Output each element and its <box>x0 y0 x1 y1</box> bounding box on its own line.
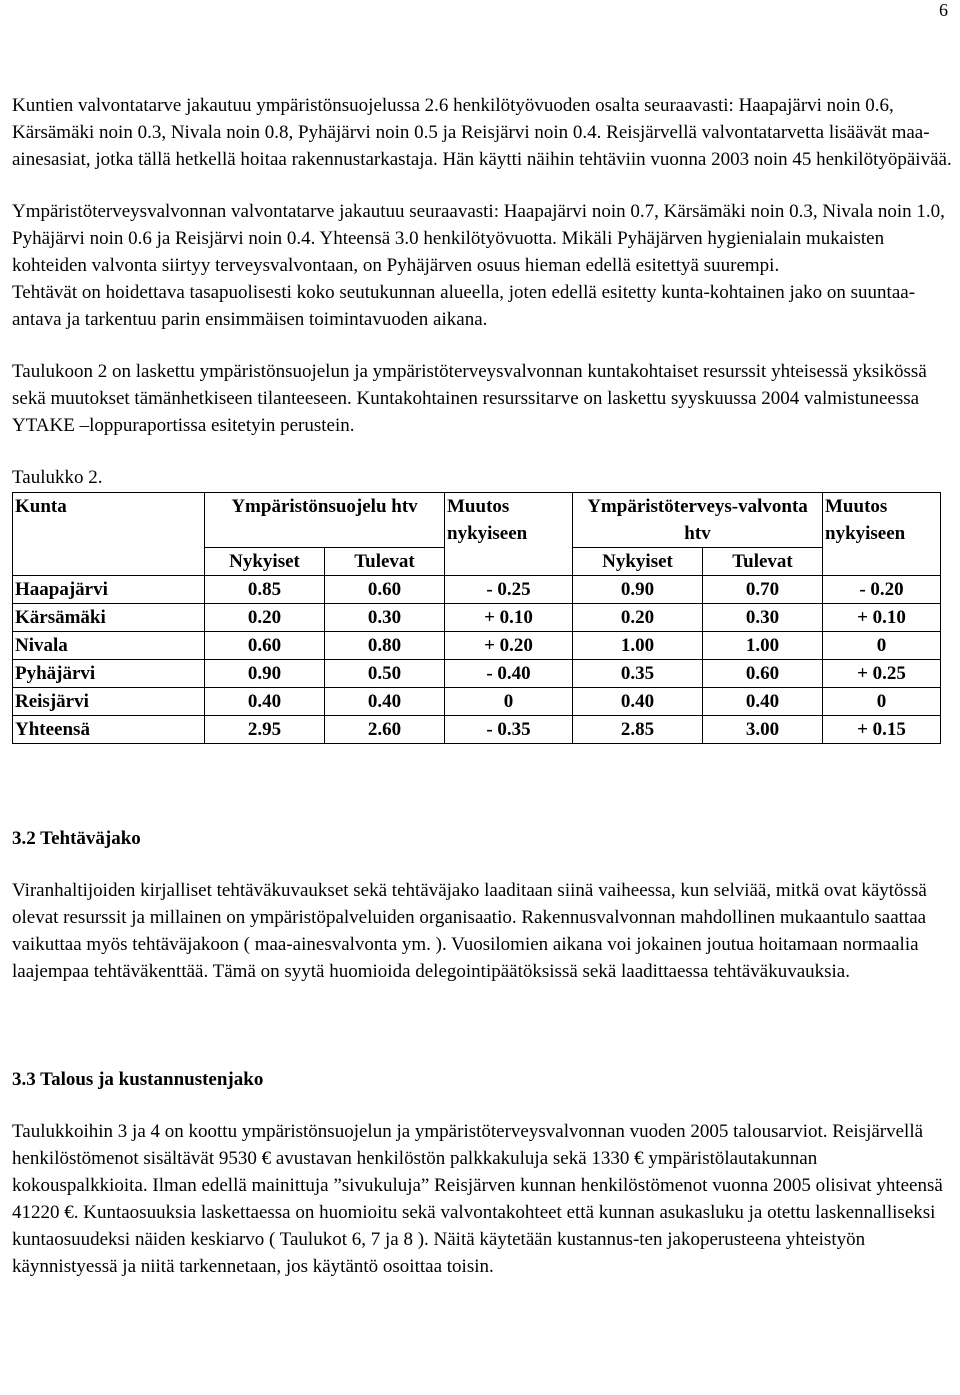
cell-env-future: 2.60 <box>325 716 445 744</box>
cell-health-future: 0.60 <box>703 660 823 688</box>
page-number: 6 <box>939 0 948 20</box>
header-muutos-2: Muutos nykyiseen <box>823 493 941 576</box>
cell-env-future: 0.80 <box>325 632 445 660</box>
table-row <box>13 576 941 604</box>
resource-table <box>12 492 941 744</box>
cell-env-future: 0.40 <box>325 688 445 716</box>
cell-health-future: 1.00 <box>703 632 823 660</box>
table-row <box>13 660 941 688</box>
cell-health-now: 2.85 <box>573 716 703 744</box>
header-ymparistonsuojelu: Ympäristönsuojelu htv <box>205 493 445 548</box>
cell-kunta: Pyhäjärvi <box>13 660 205 688</box>
cell-kunta: Yhteensä <box>13 716 205 744</box>
paragraph-tasapuolisuus: Tehtävät on hoidettava tasapuolisesti koko seutukunnan alueella, joten edellä esitetty kunta-kohtainen jako on suuntaa-antava ja tarkentuu parin ensimmäisen toimintavuoden aikana. <box>12 282 916 330</box>
cell-change2: 0 <box>823 632 941 660</box>
cell-health-future: 0.30 <box>703 604 823 632</box>
cell-kunta: Haapajärvi <box>13 576 205 604</box>
cell-env-now: 0.20 <box>205 604 325 632</box>
cell-health-future: 0.40 <box>703 688 823 716</box>
cell-health-now: 0.90 <box>573 576 703 604</box>
paragraph-valvontatarve-ymparistonsuojelu: Kuntien valvontatarve jakautuu ympäristönsuojelussa 2.6 henkilötyövuoden osalta seuraavasti: Haapajärvi noin 0.6, Kärsämäki noin 0.3, Nivala noin 0.8, Pyhäjärvi noin 0.5 ja Reisjärvi noin 0.4. Reisjärvellä valvontatarvetta lisäävät maa-ainesasiat, jotka tällä hetkellä hoitaa rakennustarkastaja. Hän käytti näihin tehtäviin vuonna 2003 noin 45 henkilötyöpäivää. <box>12 95 952 170</box>
table-row <box>13 604 941 632</box>
cell-env-future: 0.60 <box>325 576 445 604</box>
header-ymparistoterveysvalvonta: Ympäristöterveys-valvonta htv <box>573 493 823 548</box>
cell-kunta: Nivala <box>13 632 205 660</box>
header-muutos-1: Muutos nykyiseen <box>445 493 573 576</box>
cell-change2: + 0.15 <box>823 716 941 744</box>
header-env-nykyiset: Nykyiset <box>205 548 325 576</box>
cell-change1: - 0.40 <box>445 660 573 688</box>
table-row <box>13 688 941 716</box>
cell-change2: - 0.20 <box>823 576 941 604</box>
cell-health-now: 0.40 <box>573 688 703 716</box>
table-total-row <box>13 716 941 744</box>
cell-health-now: 0.35 <box>573 660 703 688</box>
paragraph-talous: Taulukkoihin 3 ja 4 on koottu ympäristönsuojelun ja ympäristöterveysvalvonnan vuoden 2005 talousarviot. Reisjärvellä henkilöstömenot sisältävät 9530 € avustavan henkilöstön palkkakuluja sekä 1330 € ympäristölautakunnan kokouspalkkioita. Ilman edellä mainittuja ”sivukuluja” Reisjärven kunnan henkilöstömenot vuonna 2005 olisivat yhteensä 41220 €. Kuntaosuuksia laskettaessa on huomioitu sekä valvontakohteet että kunnan asukasluku ja otettu laskennalliseksi kuntaosuudeksi näiden keskiarvo ( Taulukot 6, 7 ja 8 ). Näitä käytetään kustannus-ten jakoperusteena yhteistyön käynnistyessä ja niitä tarkennetaan, jos käytäntö osoittaa toisin. <box>12 1121 943 1277</box>
cell-change2: 0 <box>823 688 941 716</box>
cell-kunta: Kärsämäki <box>13 604 205 632</box>
table-row <box>13 632 941 660</box>
cell-env-now: 0.85 <box>205 576 325 604</box>
cell-change1: - 0.35 <box>445 716 573 744</box>
header-env-tulevat: Tulevat <box>325 548 445 576</box>
cell-change1: + 0.20 <box>445 632 573 660</box>
section-heading-tehtavajako: 3.2 Tehtäväjako <box>12 828 141 849</box>
section-heading-talous: 3.3 Talous ja kustannustenjako <box>12 1069 264 1090</box>
cell-health-future: 3.00 <box>703 716 823 744</box>
cell-health-now: 0.20 <box>573 604 703 632</box>
header-health-nykyiset: Nykyiset <box>573 548 703 576</box>
paragraph-taulukko-intro: Taulukoon 2 on laskettu ympäristönsuojelun ja ympäristöterveysvalvonnan kuntakohtaiset resurssit yhteisessä yksikössä sekä muutokset tämänhetkiseen tilanteeseen. Kuntakohtainen resurssitarve on laskettu syyskuussa 2004 valmistuneessa YTAKE –loppuraportissa esitetyin perustein. <box>12 361 927 436</box>
cell-change1: 0 <box>445 688 573 716</box>
cell-health-now: 1.00 <box>573 632 703 660</box>
table-header-row <box>13 493 941 548</box>
document-body <box>12 92 952 1280</box>
cell-env-now: 2.95 <box>205 716 325 744</box>
cell-change2: + 0.10 <box>823 604 941 632</box>
paragraph-tehtavajako: Viranhaltijoiden kirjalliset tehtäväkuvaukset sekä tehtäväjako laaditaan siinä vaiheessa, kun selviää, mitkä ovat käytössä olevat resurssit ja millainen on ympäristöpalveluiden organisaatio. Rakennusvalvonnan mahdollinen mukaantulo saattaa vaikuttaa myös tehtäväjakoon ( maa-ainesvalvonta ym. ). Vuosilomien aikana voi jokainen joutua hoitamaan normaalia laajempaa tehtäväkenttää. Tämä on syytä huomioida delegointipäätöksissä sekä laadittaessa tehtäväkuvauksia. <box>12 880 927 982</box>
cell-env-now: 0.60 <box>205 632 325 660</box>
cell-change1: - 0.25 <box>445 576 573 604</box>
cell-health-future: 0.70 <box>703 576 823 604</box>
cell-env-now: 0.90 <box>205 660 325 688</box>
header-health-tulevat: Tulevat <box>703 548 823 576</box>
header-kunta: Kunta <box>13 493 205 576</box>
cell-kunta: Reisjärvi <box>13 688 205 716</box>
cell-change2: + 0.25 <box>823 660 941 688</box>
paragraph-valvontatarve-terveysvalvonta: Ympäristöterveysvalvonnan valvontatarve jakautuu seuraavasti: Haapajärvi noin 0.7, Kärsämäki noin 0.3, Nivala noin 1.0, Pyhäjärvi noin 0.6 ja Reisjärvi noin 0.4. Yhteensä 3.0 henkilötyövuotta. Mikäli Pyhäjärven hygienialain mukaisten kohteiden valvonta siirtyy terveysvalvontaan, on Pyhäjärven osuus hieman edellä esitettyä suurempi. <box>12 201 945 276</box>
cell-env-future: 0.50 <box>325 660 445 688</box>
cell-env-now: 0.40 <box>205 688 325 716</box>
table-caption: Taulukko 2. <box>12 467 103 488</box>
cell-change1: + 0.10 <box>445 604 573 632</box>
cell-env-future: 0.30 <box>325 604 445 632</box>
